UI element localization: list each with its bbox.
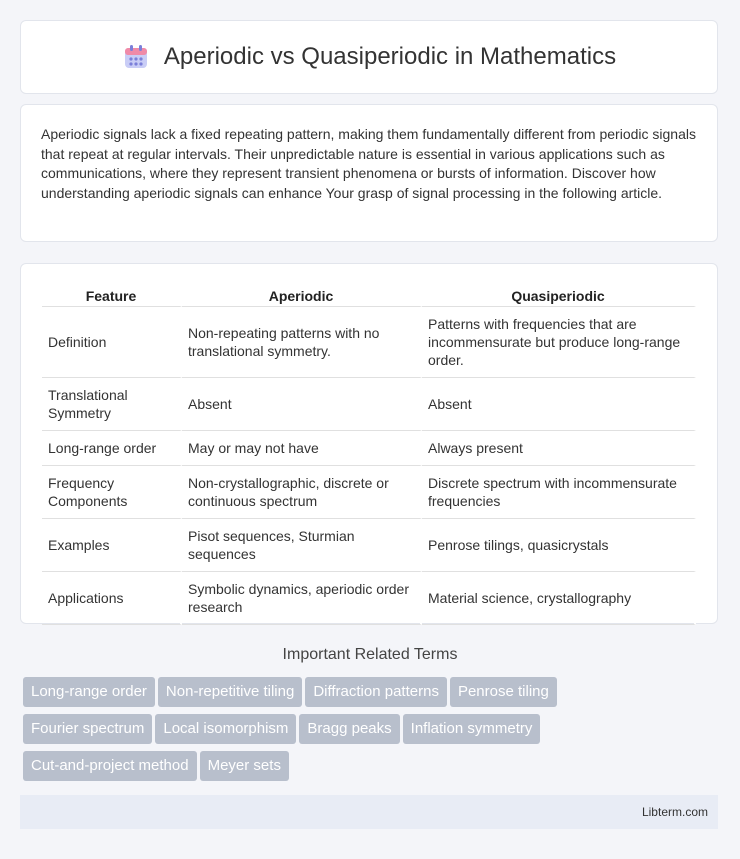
related-term-tag[interactable]: Local isomorphism <box>155 714 296 744</box>
row-quasiperiodic: Absent <box>422 378 696 431</box>
header-feature: Feature <box>42 284 182 307</box>
page-title: Aperiodic vs Quasiperiodic in Mathematics <box>163 43 617 70</box>
row-aperiodic: May or may not have <box>182 431 422 466</box>
row-aperiodic: Non-repeating patterns with no translational symmetry. <box>182 307 422 378</box>
comparison-table-card <box>20 263 718 624</box>
row-aperiodic: Non-crystallographic, discrete or continuous spectrum <box>182 466 422 519</box>
related-term-tag[interactable]: Long-range order <box>23 677 155 707</box>
related-term-tag[interactable]: Bragg peaks <box>299 714 399 744</box>
comparison-table <box>42 284 696 625</box>
footer-brand[interactable]: Libterm.com <box>641 805 708 819</box>
related-term-tag[interactable]: Diffraction patterns <box>305 677 447 707</box>
row-quasiperiodic: Patterns with frequencies that are incommensurate but produce long-range order. <box>422 307 696 378</box>
row-quasiperiodic: Always present <box>422 431 696 466</box>
table-row <box>42 572 696 625</box>
intro-text: Aperiodic signals lack a fixed repeating pattern, making them fundamentally different from periodic signals that repeat at regular intervals. Their unpredictable nature is essential in various applications such as communications, where they represent transient phenomena or bursts of information. Discover how understanding aperiodic signals can enhance Your grasp of signal processing in the following article. <box>41 126 696 201</box>
row-feature: Applications <box>42 572 182 625</box>
intro-card <box>20 104 718 242</box>
table-row <box>42 519 696 572</box>
header-aperiodic: Aperiodic <box>182 284 422 307</box>
table-row <box>42 431 696 466</box>
related-term-tag[interactable]: Fourier spectrum <box>23 714 152 744</box>
row-aperiodic: Symbolic dynamics, aperiodic order research <box>182 572 422 625</box>
table-header-row <box>42 284 696 307</box>
row-quasiperiodic: Penrose tilings, quasicrystals <box>422 519 696 572</box>
related-term-tag[interactable]: Inflation symmetry <box>403 714 541 744</box>
related-term-tag[interactable]: Penrose tiling <box>450 677 557 707</box>
related-terms-title: Important Related Terms <box>282 646 458 663</box>
footer <box>20 795 718 829</box>
header-card <box>20 20 718 94</box>
table-row <box>42 466 696 519</box>
table-row <box>42 378 696 431</box>
row-feature: Examples <box>42 519 182 572</box>
row-aperiodic: Absent <box>182 378 422 431</box>
row-feature: Translational Symmetry <box>42 378 182 431</box>
row-quasiperiodic: Discrete spectrum with incommensurate frequencies <box>422 466 696 519</box>
row-aperiodic: Pisot sequences, Sturmian sequences <box>182 519 422 572</box>
row-feature: Frequency Components <box>42 466 182 519</box>
related-term-tag[interactable]: Non-repetitive tiling <box>158 677 302 707</box>
row-feature: Definition <box>42 307 182 378</box>
header-quasiperiodic: Quasiperiodic <box>422 284 696 307</box>
related-term-tag[interactable]: Meyer sets <box>200 751 289 781</box>
row-quasiperiodic: Material science, crystallography <box>422 572 696 625</box>
table-row <box>42 307 696 378</box>
related-terms-list <box>23 677 723 788</box>
related-term-tag[interactable]: Cut-and-project method <box>23 751 197 781</box>
row-feature: Long-range order <box>42 431 182 466</box>
calendar-icon <box>122 43 150 71</box>
